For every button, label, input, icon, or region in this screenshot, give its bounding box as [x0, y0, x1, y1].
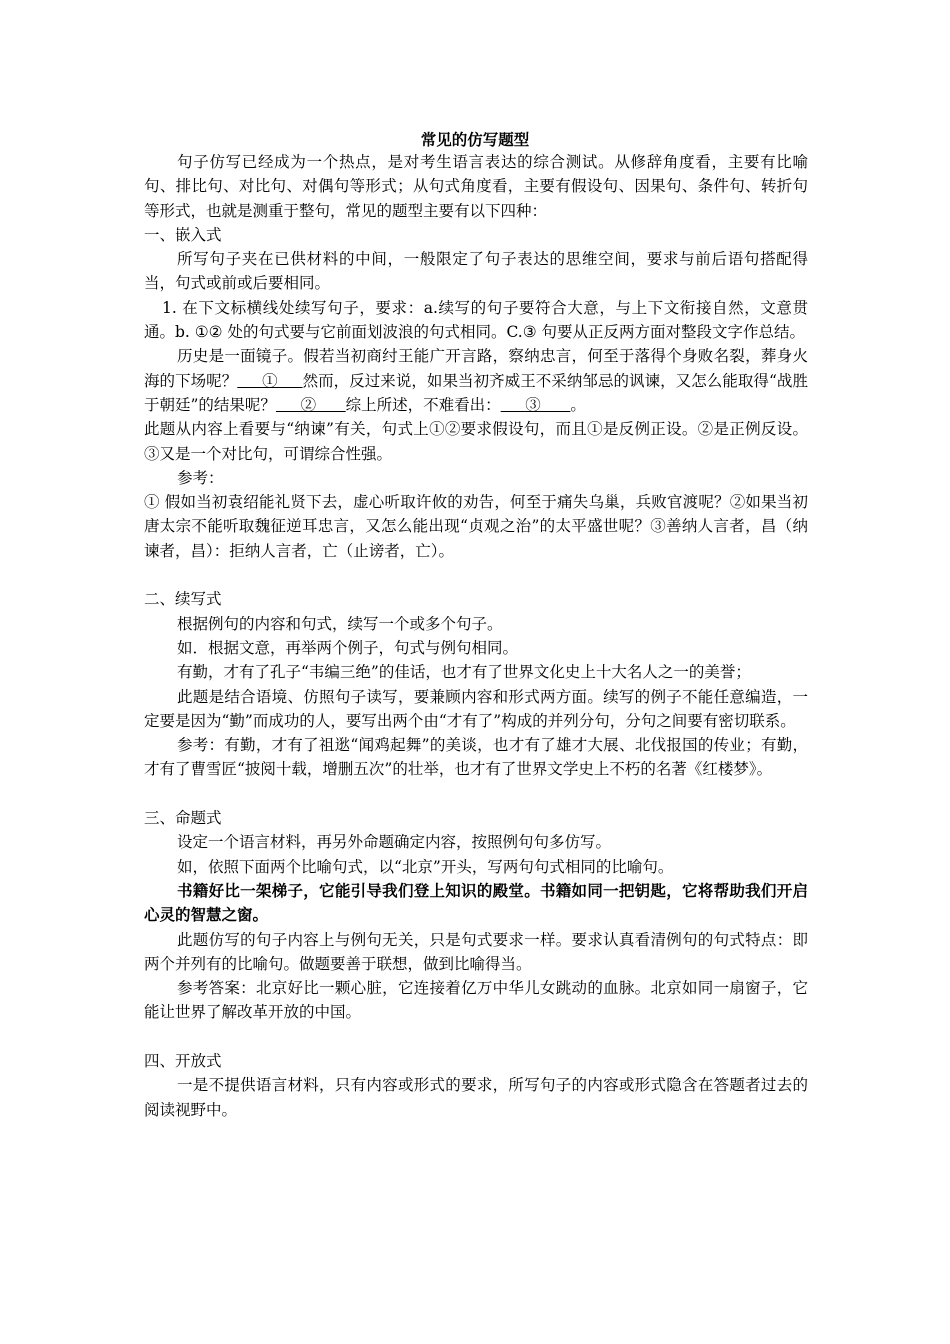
section-3-sample: 书籍好比一架梯子，它能引导我们登上知识的殿堂。书籍如同一把钥匙，它将帮助我们开启心灵的智慧之窗。 [144, 881, 808, 925]
page-title: 常见的仿写题型 [420, 131, 530, 149]
section-3-heading: 三、命题式 [144, 809, 222, 828]
section-2-sample: 有勤，才有了孔子“韦编三绝”的佳话，也才有了世界文化史上十大名人之一的美誉； [177, 663, 751, 682]
section-2-reference: 参考：有勤，才有了祖逖“闻鸡起舞”的美谈，也才有了雄才大展、北伐报国的传业；有勤，才有了曹雪匠“披阅十载，增删五次”的壮举，也才有了世界文学史上不朽的名著《红楼梦》。 [144, 736, 808, 779]
spacer [144, 563, 808, 587]
passage-part-c: 综上所述，不难看出： [345, 395, 501, 414]
section-1-description: 所写句子夹在已供材料的中间，一般限定了句子表达的思维空间，要求与前后语句搭配得当，句式或前或后要相同。 [144, 250, 808, 293]
document-body [144, 150, 808, 1122]
passage-part-b: 然而，反过来说，如果当初齐威王不采纳邹忌的讽谏，又怎么能取得“战胜于朝廷”的结果呢？ [144, 371, 808, 414]
blank-1: ① [237, 371, 303, 390]
blank-2: ② [275, 395, 346, 414]
section-2-description: 根据例句的内容和句式，续写一个或多个句子。 [177, 614, 503, 633]
section-2-analysis: 此题是结合语境、仿照句子读写，要兼顾内容和形式两方面。续写的例子不能任意编造，一定要是因为“勤”而成功的人，要写出两个由“才有了”构成的并列分句，分句之间要有密切联系。 [144, 687, 808, 730]
section-1-reference: ① 假如当初袁绍能礼贤下去，虚心听取许攸的劝告，何至于痛失乌巢，兵败官渡呢？②如果当初唐太宗不能听取魏征逆耳忠言，又怎么能出现“贞观之治”的太平盛世呢？③善纳人言者，昌（纳谏者，昌）：拒纳人言者，亡（止谤者，亡）。 [144, 493, 808, 560]
section-3-example: 如，依照下面两个比喻句式，以“北京”开头，写两句句式相同的比喻句。 [177, 857, 674, 876]
section-1-question: 1. 在下文标横线处续写句子，要求：a.续写的句子要符合大意，与上下文衔接自然，文意贯通。b. ①② 处的句式要与它前面划波浪的句式相同。C.③ 句要从正反两方面对整段文字作总结。 [144, 298, 808, 342]
section-1-passage [144, 344, 808, 417]
blank-3: ③ [500, 395, 571, 414]
section-2-heading: 二、续写式 [144, 590, 222, 609]
section-1-analysis: 此题从内容上看要与“纳谏”有关，句式上①②要求假设句，而且①是反例正设。②是正例反设。③又是一个对比句，可谓综合性强。 [144, 420, 808, 463]
section-4-heading: 四、开放式 [144, 1051, 222, 1070]
section-4-description: 一是不提供语言材料，只有内容或形式的要求，所写句子的内容或形式隐含在答题者过去的阅读视野中。 [144, 1076, 808, 1119]
section-3-analysis: 此题仿写的句子内容上与例句无关，只是句式要求一样。要求认真看清例句的句式特点：即两个并列有的比喻句。做题要善于联想，做到比喻得当。 [144, 930, 808, 973]
section-2-example: 如．根据文意，再举两个例子，句式与例句相同。 [177, 638, 519, 657]
spacer [144, 1025, 808, 1049]
section-3-description: 设定一个语言材料，再另外命题确定内容，按照例句句多仿写。 [177, 833, 612, 852]
section-1-heading: 一、嵌入式 [144, 225, 222, 244]
passage-part-d: 。 [570, 395, 586, 414]
section-3-reference: 参考答案：北京好比一颗心脏，它连接着亿万中华儿女跳动的血脉。北京如同一扇窗子，它能让世界了解改革开放的中国。 [144, 979, 808, 1022]
intro-paragraph: 句子仿写已经成为一个热点，是对考生语言表达的综合测试。从修辞角度看，主要有比喻句、排比句、对比句、对偶句等形式；从句式角度看，主要有假设句、因果句、条件句、转折句等形式，也就是测重于整句，常见的题型主要有以下四种： [144, 153, 808, 220]
spacer [144, 782, 808, 806]
passage-part-a: 历史是一面镜子。假若当初商纣王能广开言路，察纳忠言，何至于落得个身败名裂，葬身火海的下场呢？ [144, 347, 808, 390]
section-1-reference-label: 参考： [177, 468, 224, 487]
